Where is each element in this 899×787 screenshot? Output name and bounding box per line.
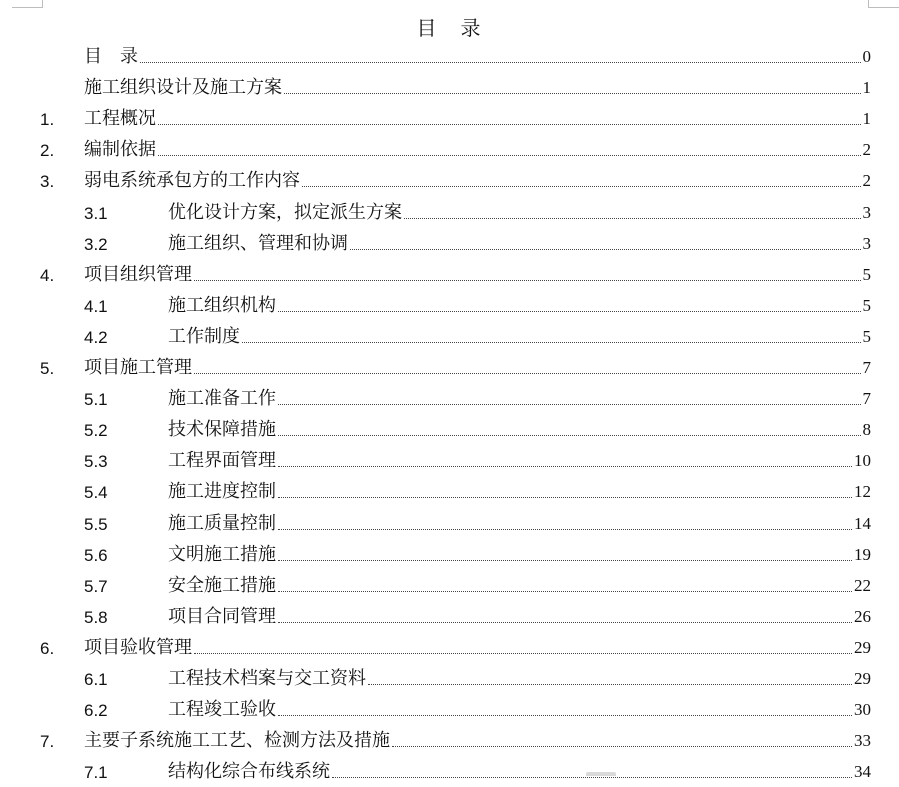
toc-entry-line bbox=[84, 77, 871, 99]
toc-entry-text: 优化设计方案，拟定派生方案 bbox=[168, 201, 402, 223]
toc-page-number: 22 bbox=[854, 575, 871, 595]
toc-entry[interactable] bbox=[0, 196, 899, 227]
toc-entry-number: 5.2 bbox=[84, 421, 108, 441]
toc-entry[interactable] bbox=[0, 41, 899, 72]
toc-entry-text: 工程竣工验收 bbox=[168, 699, 276, 721]
toc-entry-text: 项目组织管理 bbox=[84, 263, 192, 285]
toc-dot-leader bbox=[194, 372, 861, 374]
toc-entry[interactable] bbox=[0, 165, 899, 196]
toc-page-number: 1 bbox=[862, 78, 871, 98]
toc-page-number: 7 bbox=[862, 358, 871, 378]
toc-entry-line bbox=[168, 326, 871, 348]
toc-dot-leader bbox=[194, 279, 861, 281]
toc-entry[interactable] bbox=[0, 756, 899, 787]
page-corner-mark-left bbox=[12, 0, 43, 8]
toc-entry-number: 5.3 bbox=[84, 452, 108, 472]
toc-entry[interactable] bbox=[0, 445, 899, 476]
toc-entry-line bbox=[84, 108, 871, 130]
toc-page-number: 33 bbox=[854, 731, 871, 751]
toc-page-number: 3 bbox=[862, 202, 871, 222]
toc-title: 目 录 bbox=[416, 16, 483, 40]
toc-page-number: 12 bbox=[854, 482, 871, 502]
toc-entry-number: 5.6 bbox=[84, 545, 108, 565]
toc-page-number: 5 bbox=[862, 295, 871, 315]
toc-entry-number: 5.4 bbox=[84, 483, 108, 503]
toc-entry-line bbox=[168, 388, 871, 410]
toc-entry[interactable] bbox=[0, 414, 899, 445]
toc-entry-number: 6. bbox=[40, 638, 55, 658]
toc-page-number: 8 bbox=[862, 420, 871, 440]
toc-page-number: 29 bbox=[854, 637, 871, 657]
toc-entry-number: 7. bbox=[40, 732, 55, 752]
scrollbar-thumb[interactable] bbox=[586, 772, 616, 776]
toc-dot-leader bbox=[404, 217, 861, 219]
toc-entry-text: 施工组织、管理和协调 bbox=[168, 232, 348, 254]
toc-entry-line bbox=[84, 139, 871, 161]
toc-entry-line bbox=[168, 419, 871, 441]
toc-entry-text: 施工进度控制 bbox=[168, 481, 276, 503]
toc-entry-number: 1. bbox=[40, 110, 55, 130]
toc-entry[interactable] bbox=[0, 476, 899, 507]
toc-entry-line bbox=[84, 264, 871, 286]
toc-entry-line bbox=[168, 606, 871, 628]
toc-entry-line bbox=[168, 202, 871, 224]
toc-dot-leader bbox=[278, 465, 852, 467]
toc-entry-text: 施工组织设计及施工方案 bbox=[84, 77, 282, 99]
toc-dot-leader bbox=[278, 403, 861, 405]
toc-entry-line bbox=[84, 357, 871, 379]
toc-entry-line bbox=[168, 481, 871, 503]
toc-entry-number: 5.5 bbox=[84, 514, 108, 534]
toc-entry-number: 5.1 bbox=[84, 390, 108, 410]
toc-entry-line bbox=[84, 170, 871, 192]
toc-page-number: 34 bbox=[854, 762, 871, 782]
toc-entry[interactable] bbox=[0, 290, 899, 321]
toc-page-number: 3 bbox=[862, 233, 871, 253]
toc-dot-leader bbox=[302, 185, 861, 187]
toc-entry[interactable] bbox=[0, 321, 899, 352]
toc-page-number: 29 bbox=[854, 668, 871, 688]
toc-dot-leader bbox=[284, 92, 861, 94]
toc-entry-text: 施工组织机构 bbox=[168, 294, 276, 316]
toc-entry-number: 3. bbox=[40, 172, 55, 192]
toc-entry-number: 4.2 bbox=[84, 327, 108, 347]
toc-page-number: 26 bbox=[854, 606, 871, 626]
toc-dot-leader bbox=[278, 434, 861, 436]
toc-entry-text: 施工准备工作 bbox=[168, 388, 276, 410]
toc-entry-number: 3.2 bbox=[84, 234, 108, 254]
toc-entry[interactable] bbox=[0, 352, 899, 383]
toc-dot-leader bbox=[194, 652, 852, 654]
toc-entry-text: 工程界面管理 bbox=[168, 450, 276, 472]
toc-entry-line bbox=[168, 575, 871, 597]
toc-entry-text: 弱电系统承包方的工作内容 bbox=[84, 170, 300, 192]
toc-page-number: 0 bbox=[862, 47, 871, 67]
toc-entry-number: 5.7 bbox=[84, 576, 108, 596]
toc-entry-text: 施工质量控制 bbox=[168, 512, 276, 534]
toc-entry-line bbox=[168, 668, 871, 690]
toc-entry-text: 编制依据 bbox=[84, 139, 156, 161]
toc-dot-leader bbox=[278, 528, 852, 530]
toc-dot-leader bbox=[332, 776, 852, 778]
toc-entry-line bbox=[168, 450, 871, 472]
toc-entry[interactable] bbox=[0, 663, 899, 694]
toc-page-number: 2 bbox=[862, 140, 871, 160]
toc-entry[interactable] bbox=[0, 601, 899, 632]
toc-entry[interactable] bbox=[0, 507, 899, 538]
toc-entry-number: 4. bbox=[40, 265, 55, 285]
toc-dot-leader bbox=[278, 590, 852, 592]
toc-dot-leader bbox=[392, 745, 852, 747]
toc-dot-leader bbox=[158, 154, 861, 156]
toc-entry[interactable] bbox=[0, 134, 899, 165]
toc-entry-line bbox=[168, 513, 871, 535]
toc-entry-text: 文明施工措施 bbox=[168, 543, 276, 565]
toc-entry[interactable] bbox=[0, 539, 899, 570]
toc-entry-line bbox=[168, 233, 871, 255]
toc-entry-number: 7.1 bbox=[84, 763, 108, 783]
toc-entry-number: 6.1 bbox=[84, 669, 108, 689]
toc-entry[interactable] bbox=[0, 694, 899, 725]
toc-entry-text: 项目施工管理 bbox=[84, 357, 192, 379]
toc-entry[interactable] bbox=[0, 72, 899, 103]
toc-entry-line bbox=[84, 46, 871, 68]
toc-entry-number: 5. bbox=[40, 359, 55, 379]
toc-entry-line bbox=[84, 637, 871, 659]
toc-page-number: 10 bbox=[854, 451, 871, 471]
toc-entry-text: 技术保障措施 bbox=[168, 419, 276, 441]
toc-page-number: 19 bbox=[854, 544, 871, 564]
toc-entry-text: 工作制度 bbox=[168, 325, 240, 347]
toc-entry[interactable] bbox=[0, 725, 899, 756]
toc-dot-leader bbox=[242, 341, 861, 343]
toc-dot-leader bbox=[278, 559, 852, 561]
page-corner-mark-right bbox=[868, 0, 899, 8]
toc-dot-leader bbox=[368, 683, 852, 685]
toc-entry[interactable] bbox=[0, 383, 899, 414]
toc-dot-leader bbox=[158, 123, 861, 125]
toc-entry-text: 目 录 bbox=[84, 46, 138, 68]
toc-entry[interactable] bbox=[0, 570, 899, 601]
toc-entry-number: 6.2 bbox=[84, 701, 108, 721]
toc-entry[interactable] bbox=[0, 228, 899, 259]
toc-entry-line bbox=[168, 761, 871, 783]
toc-entry-number: 4.1 bbox=[84, 296, 108, 316]
toc-page-number: 2 bbox=[862, 171, 871, 191]
toc-page-number: 5 bbox=[862, 326, 871, 346]
toc-entry-text: 主要子系统施工工艺、检测方法及措施 bbox=[84, 730, 390, 752]
toc-entry-line bbox=[168, 295, 871, 317]
toc-dot-leader bbox=[278, 310, 861, 312]
toc-dot-leader bbox=[278, 714, 852, 716]
toc-entry-line bbox=[84, 730, 871, 752]
toc-dot-leader bbox=[140, 61, 861, 63]
toc-entry-text: 项目验收管理 bbox=[84, 636, 192, 658]
toc-entry-text: 安全施工措施 bbox=[168, 574, 276, 596]
toc-entry-line bbox=[168, 699, 871, 721]
toc-entry-text: 工程技术档案与交工资料 bbox=[168, 667, 366, 689]
toc-entry[interactable] bbox=[0, 259, 899, 290]
toc-entry-number: 5.8 bbox=[84, 607, 108, 627]
toc-page-number: 5 bbox=[862, 264, 871, 284]
toc-entry-text: 项目合同管理 bbox=[168, 605, 276, 627]
toc-entry-text: 结构化综合布线系统 bbox=[168, 761, 330, 783]
toc-dot-leader bbox=[278, 621, 852, 623]
toc-page-number: 7 bbox=[862, 389, 871, 409]
toc-entry[interactable] bbox=[0, 103, 899, 134]
toc-page-number: 1 bbox=[862, 109, 871, 129]
toc-dot-leader bbox=[278, 496, 852, 498]
toc-page-number: 30 bbox=[854, 700, 871, 720]
toc-entry-number: 2. bbox=[40, 141, 55, 161]
toc-entry[interactable] bbox=[0, 632, 899, 663]
toc-dot-leader bbox=[350, 248, 861, 250]
table-of-contents bbox=[0, 41, 899, 787]
toc-page-number: 14 bbox=[854, 513, 871, 533]
toc-entry-line bbox=[168, 544, 871, 566]
toc-entry-text: 工程概况 bbox=[84, 108, 156, 130]
toc-entry-number: 3.1 bbox=[84, 203, 108, 223]
